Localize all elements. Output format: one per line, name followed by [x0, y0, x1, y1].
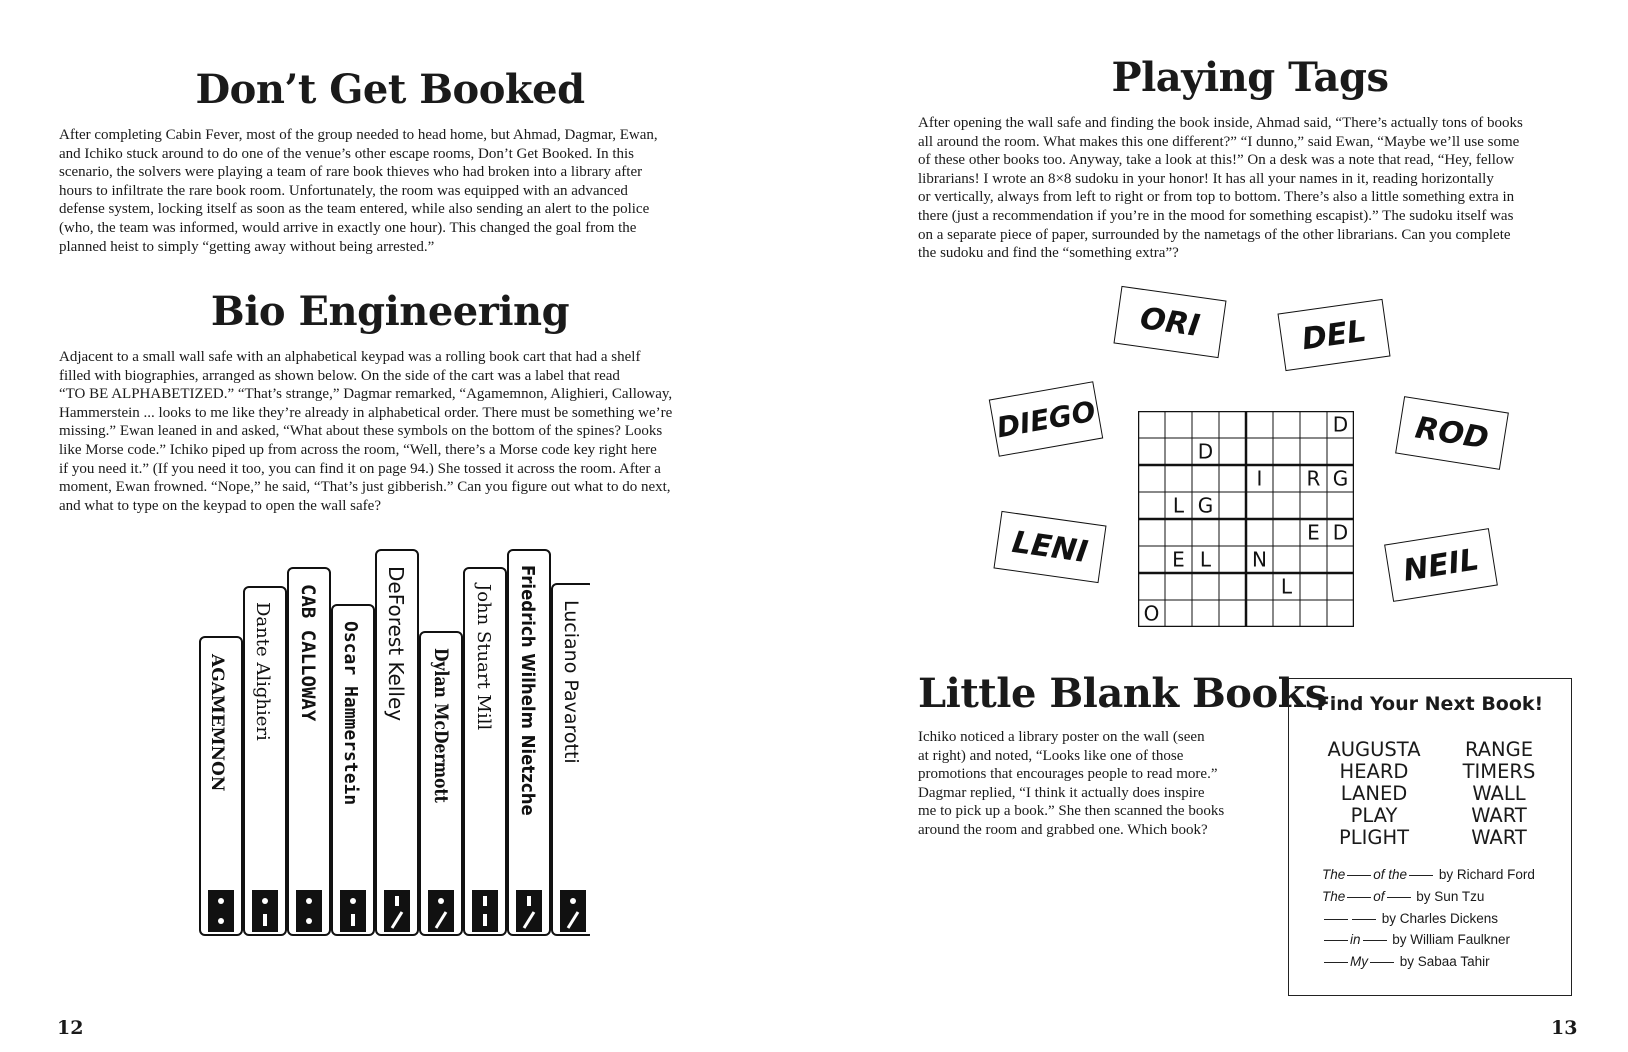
nametag-ori: ORI — [1113, 286, 1226, 358]
sudoku-cell-letter: L — [1199, 547, 1212, 572]
clue-word: of the — [1373, 867, 1408, 882]
poster-title: Find Your Next Book! — [1316, 693, 1544, 715]
poster-word: LANED — [1340, 782, 1408, 805]
poster-words-left — [1319, 739, 1429, 849]
text-line: moment, Ewan frowned. “Nope,” he said, “That’s just gibberish.” Can you figure out what to do next, — [59, 479, 671, 496]
text-line: if you need it.” (If you need it too, you can find it on page 94.) She tossed it across the room. After a — [59, 460, 661, 477]
book-spine-john-stuart-mill — [464, 568, 506, 935]
text-line: scenario, the solvers were playing a team of rare book thieves who had broken into a library after — [59, 164, 643, 181]
poster-word: AUGUSTA — [1327, 738, 1421, 761]
poster-word: HEARD — [1339, 760, 1409, 783]
dont-get-booked-text — [59, 126, 739, 256]
poster-word: PLIGHT — [1338, 826, 1410, 849]
text-line: After completing Cabin Fever, most of the group needed to head home, but Ahmad, Dagmar, Ewan, — [59, 127, 658, 143]
page-number-left: 12 — [57, 1017, 84, 1039]
sudoku-grid — [1138, 411, 1354, 627]
text-line: at right) and noted, “Looks like one of those — [918, 747, 1184, 764]
text-line: or vertically, always from left to right or from top to bottom. There’s also a little something extra in — [918, 189, 1515, 206]
book-title: Luciano Pavarotti — [560, 600, 582, 764]
poster-clue-1 — [1322, 867, 1535, 882]
text-line: librarians! I wrote an 8×8 sudoku in your honor! It has all your names in it, reading horizontally — [918, 170, 1494, 187]
text-line: planned heist to simply “getting away without being arrested.” — [59, 238, 435, 255]
text-line: Ichiko noticed a library poster on the wall (seen — [918, 729, 1205, 745]
sudoku-cell-letter: D — [1332, 412, 1349, 437]
text-line: and what to type on the keypad to open the wall safe? — [59, 497, 381, 514]
poster-word: PLAY — [1350, 804, 1398, 827]
book-title: DeForest Kelley — [384, 566, 408, 722]
sudoku-cell-letter: G — [1332, 466, 1349, 491]
sudoku-cell-letter: N — [1252, 547, 1267, 572]
sudoku-cell-letter: L — [1172, 493, 1185, 518]
text-line: me to pick up a book.” She then scanned the books — [918, 803, 1225, 820]
text-line: Adjacent to a small wall safe with an alphabetical keypad was a rolling book cart that had a shelf — [59, 349, 641, 365]
text-line: hours to infiltrate the rare book room. Unfortunately, the room was equipped with an advanced — [59, 182, 628, 199]
sudoku-cell-letter: E — [1307, 520, 1320, 545]
clue-word: in — [1350, 932, 1361, 947]
sudoku-cell-letter: D — [1197, 439, 1214, 464]
poster-word: RANGE — [1464, 738, 1534, 761]
poster-clue-5 — [1322, 954, 1490, 969]
text-line: “TO BE ALPHABETIZED.” “That’s strange,” Dagmar remarked, “Agamemnon, Alighieri, Calloway, — [59, 386, 673, 403]
nametag-rod: ROD — [1395, 396, 1509, 470]
nametag-leni: LENI — [993, 511, 1106, 583]
book-spine-deforest-kelley — [376, 550, 418, 935]
book-spine-dylan-mcdermott — [420, 632, 462, 935]
page-number-right: 13 — [1551, 1017, 1578, 1039]
poster-clue-4 — [1322, 932, 1510, 947]
text-line: there (just a recommendation if you’re in the mood for something escapist).” The sudoku itself was — [918, 207, 1514, 224]
text-line: and Ichiko stuck around to do one of the venue’s other escape rooms, Don’t Get Booked. In this — [59, 145, 635, 162]
text-line: (who, the team was informed, would arrive in exactly one hour). This changed the goal from the — [59, 219, 637, 236]
text-line: the sudoku and find the “something extra”? — [918, 245, 1179, 262]
text-line: Dagmar replied, “I think it actually does inspire — [918, 784, 1205, 801]
nametag-neil: NEIL — [1384, 528, 1498, 602]
book-title: Friedrich Wilhelm Nietzche — [516, 565, 538, 816]
book-title: AGAMEMNON — [207, 654, 227, 792]
nametag-del: DEL — [1277, 299, 1390, 371]
library-poster — [1288, 678, 1572, 996]
sudoku-cell-letter: I — [1256, 466, 1263, 491]
nametag-diego: DIEGO — [989, 381, 1103, 457]
little-blank-books-title: Little Blank Books — [918, 670, 1327, 717]
sudoku-cell-letter: R — [1306, 466, 1321, 491]
book-title: Dylan McDermott — [429, 648, 452, 803]
book-spine-friedrich-nietzche — [508, 550, 550, 935]
text-line: around the room and grabbed one. Which book? — [918, 821, 1208, 838]
bio-engineering-text — [59, 348, 749, 515]
poster-clue-3 — [1322, 911, 1498, 926]
bookshelf — [190, 540, 590, 940]
text-line: After opening the wall safe and finding the book inside, Ahmad said, “There’s actually tons of books — [918, 115, 1523, 131]
poster-word: WART — [1471, 826, 1527, 849]
clue-word: The — [1322, 889, 1346, 904]
playing-tags-title: Playing Tags — [1111, 54, 1389, 101]
book-title: Dante Alighieri — [252, 602, 273, 741]
poster-word: WALL — [1472, 782, 1526, 805]
poster-word: TIMERS — [1462, 760, 1536, 783]
text-line: on a separate piece of paper, surrounded by the nametags of the other librarians. Can you complete — [918, 226, 1511, 243]
book-spine-dante-alighieri — [244, 587, 286, 935]
text-line: Hammerstein ... looks to me like they’re already in alphabetical order. There must be something we’re — [59, 404, 673, 421]
clue-word: My — [1350, 954, 1368, 969]
playing-tags-text — [918, 114, 1598, 263]
clue-word: of — [1373, 889, 1385, 904]
dont-get-booked-title: Don’t Get Booked — [195, 66, 585, 113]
text-line: filled with biographies, arranged as shown below. On the side of the cart was a label that read — [59, 367, 620, 384]
book-title: CAB CALLOWAY — [297, 584, 319, 722]
book-title: John Stuart Mill — [473, 584, 494, 731]
text-line: like Morse code.” Ichiko piped up from across the room, “Well, there’s a Morse code key right here — [59, 441, 657, 458]
clue-author: by Richard Ford — [1438, 867, 1535, 882]
clue-author: by Charles Dickens — [1381, 911, 1499, 926]
sudoku-cell-letter: L — [1280, 574, 1293, 599]
sudoku-cell-letter: G — [1197, 493, 1214, 518]
sudoku-cell-letter: D — [1332, 520, 1349, 545]
book-spine-cab-calloway — [288, 568, 330, 935]
bio-engineering-title: Bio Engineering — [210, 288, 570, 335]
text-line: of these other books too. Anyway, take a look at this!” On a desk was a note that read, “Hey, fellow — [918, 152, 1515, 169]
poster-word: WART — [1471, 804, 1527, 827]
clue-author: by William Faulkner — [1392, 932, 1511, 947]
book-spine-oscar-hammerstein — [332, 605, 374, 935]
book-spine-agamemnon — [200, 637, 242, 935]
poster-words-right — [1449, 739, 1549, 849]
sudoku-cell-letter: E — [1172, 547, 1185, 572]
text-line: missing.” Ewan leaned in and asked, “What about these symbols on the bottom of the spines? Looks — [59, 423, 663, 440]
clue-author: by Sun Tzu — [1416, 889, 1485, 904]
clue-word: The — [1322, 867, 1346, 882]
little-blank-books-text — [918, 728, 1278, 840]
text-line: defense system, locking itself as soon as the team entered, while also sending an alert to the police — [59, 201, 650, 218]
clue-author: by Sabaa Tahir — [1399, 954, 1490, 969]
poster-clue-2 — [1322, 889, 1484, 904]
book-spine-luciano-pavarotti — [552, 584, 590, 935]
text-line: promotions that encourages people to read more.” — [918, 766, 1218, 783]
sudoku-cell-letter: O — [1143, 601, 1160, 626]
text-line: all around the room. What makes this one different?” “I dunno,” said Ewan, “Maybe we’ll use some — [918, 133, 1520, 150]
book-title: Oscar Hammerstein — [340, 621, 361, 806]
